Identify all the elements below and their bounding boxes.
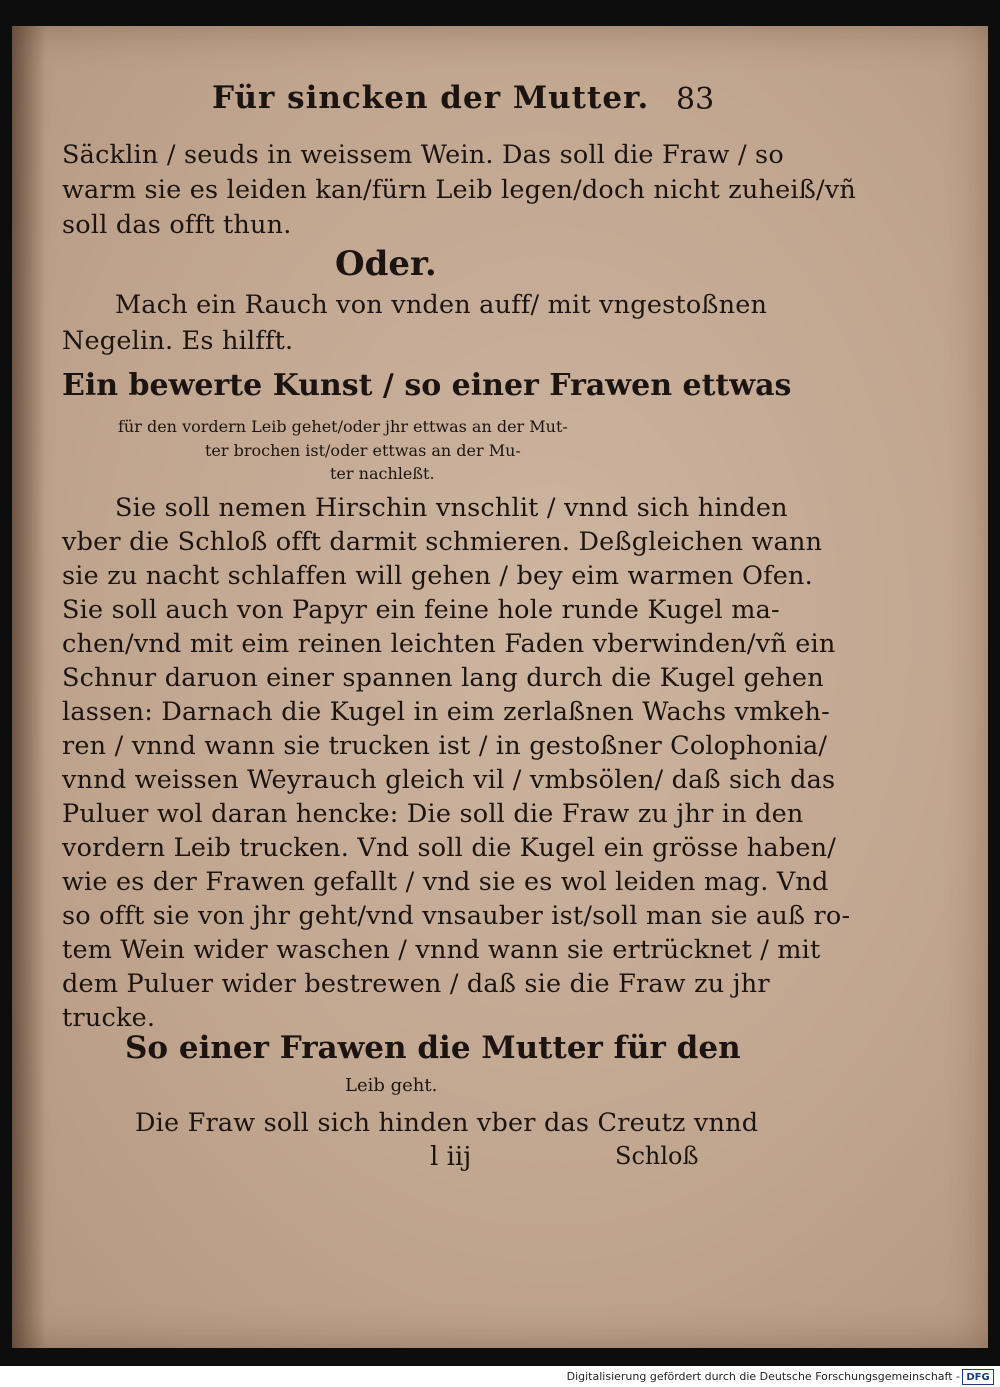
recipe-subheading-line: Leib geht.: [345, 1075, 438, 1096]
text-line: vordern Leib trucken. Vnd soll die Kugel ein grösse haben/: [62, 833, 837, 863]
running-title: Für sincken der Mutter.: [212, 80, 650, 116]
text-line: Puluer wol daran hencke: Die soll die Fraw zu jhr in den: [62, 799, 804, 829]
text-line: Sie soll nemen Hirschin vnschlit / vnnd sich hinden: [115, 493, 788, 523]
catchword: Schloß: [615, 1142, 699, 1170]
text-line: Mach ein Rauch von vnden auff/ mit vngestoßnen: [115, 290, 768, 320]
text-line: trucke.: [62, 1003, 156, 1033]
section-heading-oder: Oder.: [335, 244, 437, 284]
text-line: dem Puluer wider bestrewen / daß sie die Fraw zu jhr: [62, 969, 770, 999]
recipe-subheading-line: für den vordern Leib gehet/oder jhr ettwas an der Mut-: [118, 417, 568, 436]
text-line: Schnur daruon einer spannen lang durch die Kugel gehen: [62, 663, 824, 693]
recipe-subheading-line: ter nachleßt.: [330, 464, 435, 483]
text-line: vnnd weissen Weyrauch gleich vil / vmbsölen/ daß sich das: [62, 765, 836, 795]
text-line: soll das offt thun.: [62, 210, 292, 240]
text-line: sie zu nacht schlaffen will gehen / bey eim warmen Ofen.: [62, 561, 813, 591]
text-line: so offt sie von jhr geht/vnd vnsauber ist/soll man sie auß ro-: [62, 901, 851, 931]
recipe-heading: So einer Frawen die Mutter für den: [125, 1030, 741, 1066]
dfg-logo: DFG: [962, 1369, 994, 1385]
page-gutter-shadow: [12, 26, 46, 1348]
funding-credit: Digitalisierung gefördert durch die Deutsche Forschungsgemeinschaft -: [566, 1370, 960, 1383]
text-line: ren / vnnd wann sie trucken ist / in gestoßner Colophonia/: [62, 731, 828, 761]
text-line: Sie soll auch von Papyr ein feine hole runde Kugel ma-: [62, 595, 780, 625]
page-number: 83: [676, 82, 715, 117]
text-line: chen/vnd mit eim reinen leichten Faden vberwinden/vñ ein: [62, 629, 836, 659]
text-line: lassen: Darnach die Kugel in eim zerlaßnen Wachs vmkeh-: [62, 697, 830, 727]
signature-mark: l iij: [430, 1142, 472, 1172]
text-line: Negelin. Es hilfft.: [62, 326, 294, 356]
text-line: Die Fraw soll sich hinden vber das Creutz vnnd: [135, 1108, 759, 1138]
recipe-subheading-line: ter brochen ist/oder ettwas an der Mu-: [205, 441, 521, 460]
text-line: Säcklin / seuds in weissem Wein. Das soll die Fraw / so: [62, 140, 784, 170]
recipe-heading: Ein bewerte Kunst / so einer Frawen ettwas: [62, 368, 792, 403]
text-line: wie es der Frawen gefallt / vnd sie es wol leiden mag. Vnd: [62, 867, 829, 897]
text-line: vber die Schloß offt darmit schmieren. Deßgleichen wann: [62, 527, 823, 557]
text-line: warm sie es leiden kan/fürn Leib legen/doch nicht zuheiß/vñ: [62, 175, 857, 205]
text-line: tem Wein wider waschen / vnnd wann sie ertrücknet / mit: [62, 935, 821, 965]
